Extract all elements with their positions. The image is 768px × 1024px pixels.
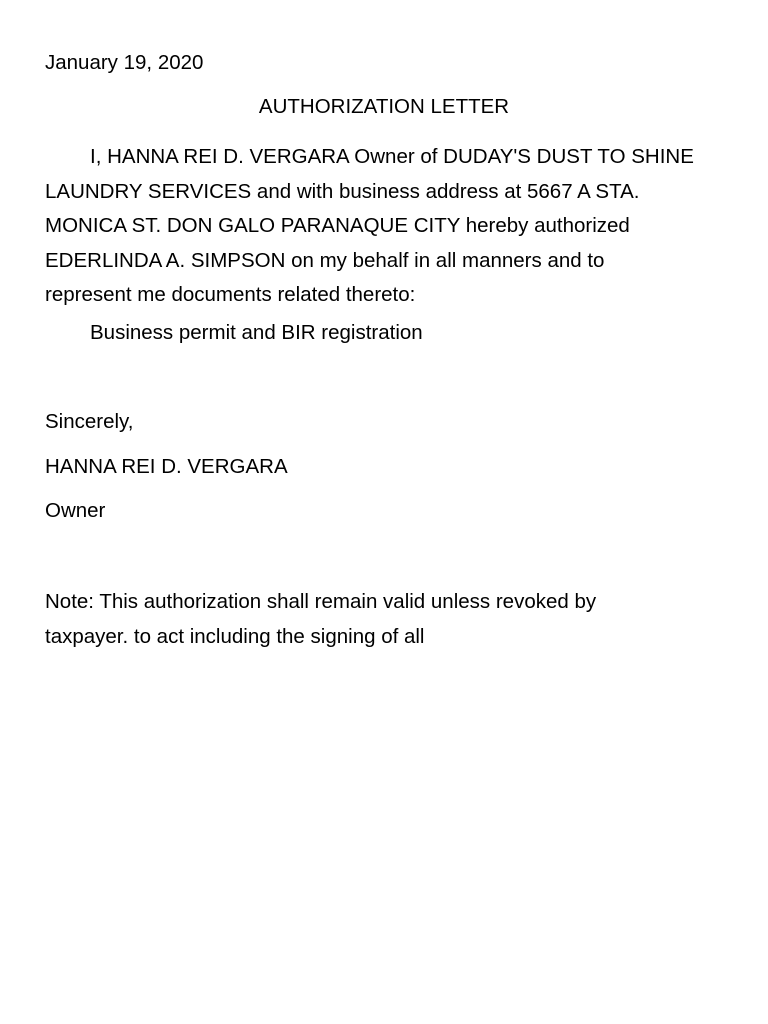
closing-salutation: Sincerely, [45, 410, 134, 433]
body-line: represent me documents related thereto: [45, 283, 416, 306]
body-line: I, HANNA REI D. VERGARA Owner of DUDAY'S DUST TO SHINE [90, 145, 694, 168]
letter-date: January 19, 2020 [45, 51, 204, 74]
authorization-purpose: Business permit and BIR registration [90, 321, 423, 344]
body-line: EDERLINDA A. SIMPSON on my behalf in all manners and to [45, 248, 605, 272]
signer-title: Owner [45, 499, 106, 522]
letter-note [45, 585, 735, 654]
letter-body [45, 140, 735, 313]
letter-title: AUTHORIZATION LETTER [258, 95, 510, 118]
body-line: LAUNDRY SERVICES and with business address at 5667 A STA. [45, 179, 640, 203]
signer-name: HANNA REI D. VERGARA [45, 455, 288, 478]
body-line: MONICA ST. DON GALO PARANAQUE CITY hereby authorized [45, 214, 630, 237]
note-line: Note: This authorization shall remain valid unless revoked by [45, 590, 597, 613]
note-line: taxpayer. to act including the signing of all [45, 624, 425, 648]
